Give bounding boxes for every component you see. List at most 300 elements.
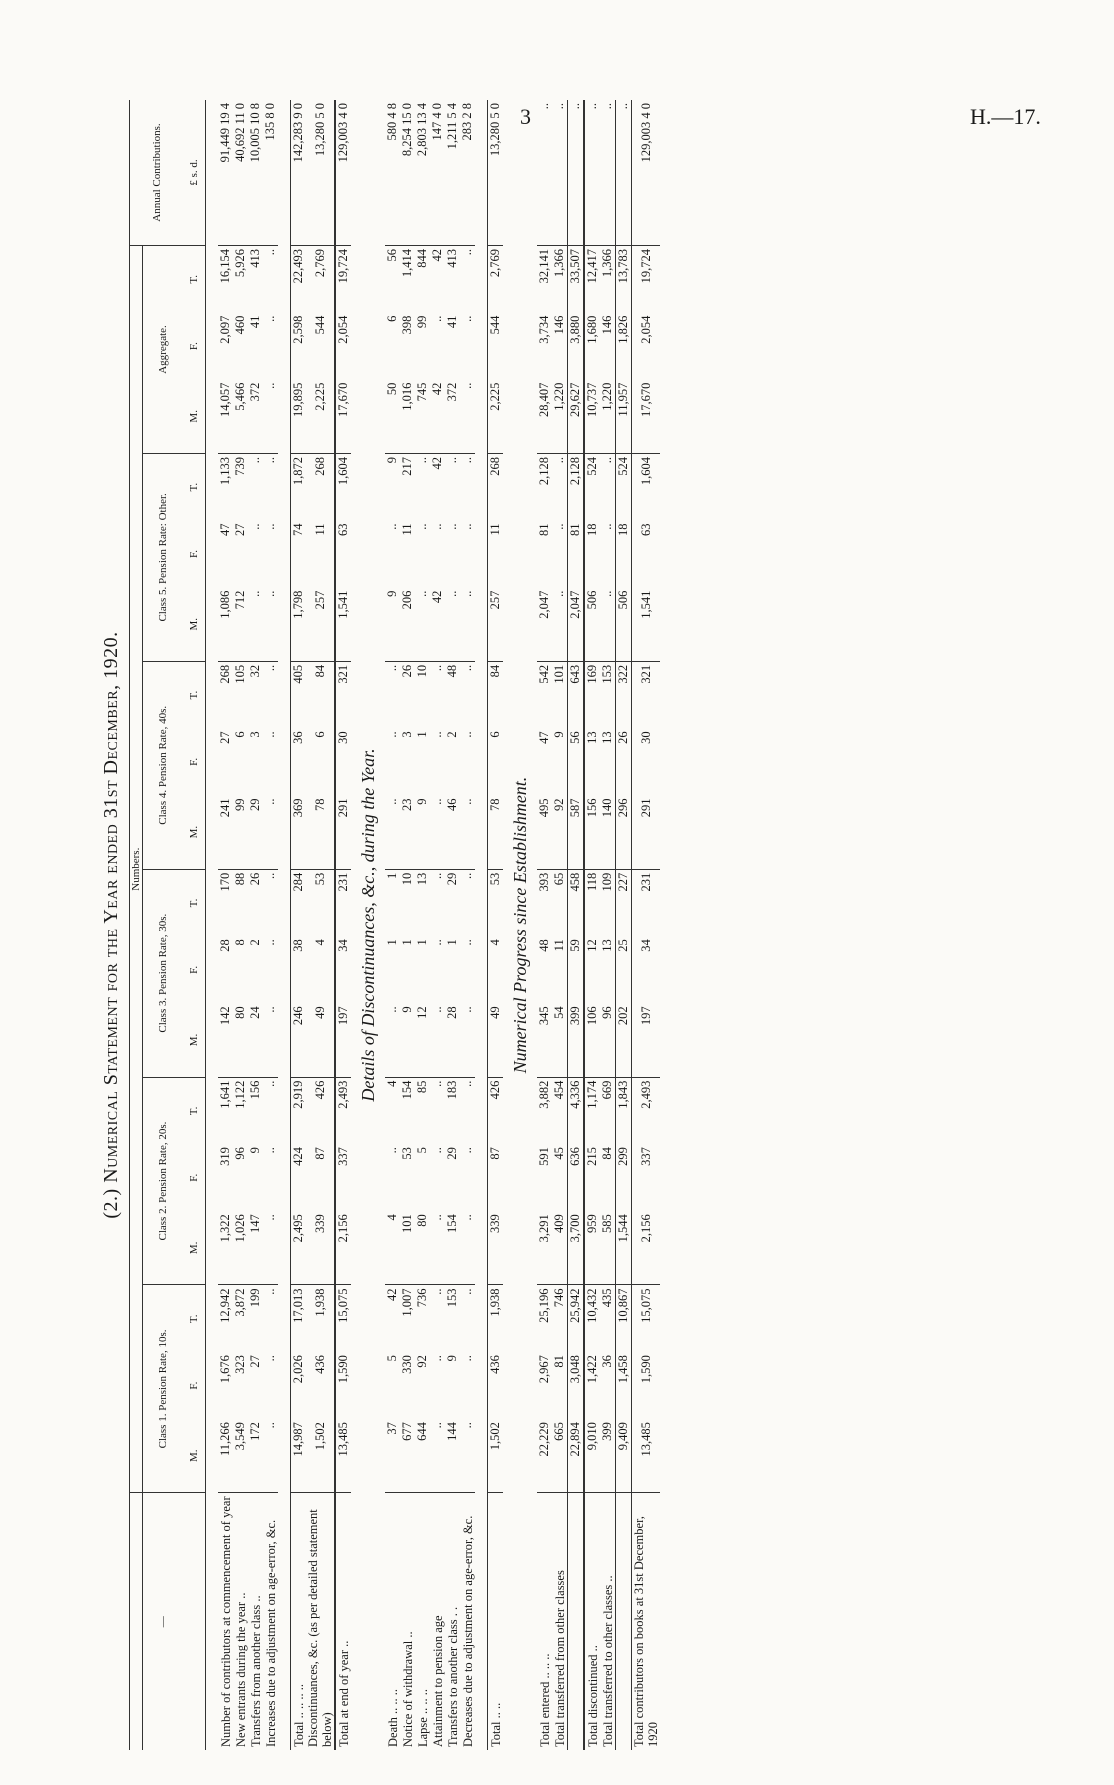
table-cell: 26 <box>616 731 630 744</box>
annual-contribution-cell: 91,449 19 4 <box>218 100 233 246</box>
table-cell: 13 <box>600 939 614 952</box>
table-cell: 424 <box>291 1147 305 1166</box>
table-cell: 3 <box>400 731 414 738</box>
table-cell: 458 <box>568 872 582 892</box>
annual-contribution-cell: 129,003 4 0 <box>335 100 351 246</box>
table-cell: .. <box>460 1003 475 1077</box>
row-label: Increases due to adjustment on age-error, &c. <box>263 1519 278 1747</box>
table-cell: 1,122 <box>233 1080 247 1109</box>
table-cell: .. <box>460 664 474 672</box>
table-cell: 669 <box>600 1080 614 1100</box>
sub-header: F. <box>183 521 206 588</box>
table-cell: 398 <box>400 315 414 335</box>
table-cell: 506 <box>584 588 600 662</box>
document-code: H.—17. <box>970 104 1041 129</box>
table-cell: 32,141 <box>537 249 551 284</box>
table-cell: 1,322 <box>218 1211 233 1285</box>
table-cell: 154 <box>400 1080 414 1100</box>
table-cell: .. <box>460 456 474 464</box>
table-cell: .. <box>430 315 444 322</box>
table-cell: 745 <box>415 380 430 454</box>
table-row <box>248 100 263 1750</box>
table-cell: 231 <box>638 872 653 892</box>
table-cell: .. <box>430 939 444 946</box>
table-cell: 1,641 <box>218 1080 232 1109</box>
table-cell: 369 <box>291 795 307 869</box>
table-cell: 2,495 <box>291 1211 307 1285</box>
table-cell: .. <box>430 664 444 672</box>
table-cell: 153 <box>600 664 614 684</box>
table-cell: 1,414 <box>400 249 414 278</box>
table-cell: 231 <box>336 872 350 892</box>
table-body <box>206 100 661 1750</box>
table-cell: 330 <box>400 1355 414 1374</box>
table-cell: 9 <box>385 588 400 662</box>
table-cell: .. <box>445 523 459 530</box>
table-cell: 495 <box>537 795 552 869</box>
table-cell: 3,549 <box>233 1419 248 1493</box>
table-cell: .. <box>263 795 278 869</box>
table-cell: 17,670 <box>335 380 351 454</box>
table-cell: .. <box>415 456 429 464</box>
table-cell: 372 <box>445 380 460 454</box>
table-cell: .. <box>263 664 277 672</box>
row-label: Transfers to another class . . <box>445 1606 460 1747</box>
annual-contribution-cell: .. <box>552 100 568 246</box>
annual-contribution-cell: 142,283 9 0 <box>291 100 307 246</box>
table-cell: 215 <box>585 1147 599 1166</box>
table-cell: .. <box>263 1003 278 1077</box>
table-cell: 19,895 <box>291 380 307 454</box>
table-cell: 146 <box>600 315 614 335</box>
table-cell: .. <box>460 1288 474 1295</box>
table-cell: .. <box>263 872 277 879</box>
blank-header <box>130 1493 143 1750</box>
table-cell: 11 <box>488 523 502 536</box>
table-cell: 2,919 <box>291 1080 305 1109</box>
table-cell: 426 <box>488 1080 502 1100</box>
blank-subheader <box>183 1493 206 1750</box>
sub-header: M. <box>183 1003 206 1077</box>
table-cell: .. <box>460 795 475 869</box>
table-cell: 2,225 <box>488 380 504 454</box>
table-cell: .. <box>385 664 399 672</box>
table-cell: 636 <box>568 1147 582 1166</box>
table-cell: 11 <box>312 523 327 536</box>
table-cell: 28,407 <box>537 380 552 454</box>
table-cell: .. <box>263 1419 278 1493</box>
table-cell: .. <box>460 315 474 322</box>
rotated-table-area <box>90 100 1010 1750</box>
section-title-row <box>503 100 537 1750</box>
table-cell: 10 <box>400 872 414 886</box>
row-label: Total .. .. .. .. <box>291 1683 306 1747</box>
row-label: Decreases due to adjustment on age-error, &c. <box>460 1515 475 1747</box>
table-cell: 14,987 <box>291 1419 307 1493</box>
annual-contribution-cell: .. <box>537 100 552 246</box>
table-cell: 48 <box>445 664 459 678</box>
table-cell: 6 <box>312 731 327 738</box>
row-label: Total contributors on books at 31st December, 1920 <box>632 1516 660 1747</box>
table-cell: 3,048 <box>568 1355 582 1384</box>
table-cell: 409 <box>552 1211 568 1285</box>
table-cell: 29 <box>445 1147 459 1160</box>
row-label: Attainment to pension age <box>430 1615 445 1747</box>
sub-header: F. <box>183 313 206 380</box>
table-cell: 1,604 <box>336 456 350 486</box>
table-row <box>415 100 430 1750</box>
statement-title: (2.) Numerical Statement for the Year ended 31st December, 1920. <box>100 631 122 1219</box>
table-cell: 5 <box>415 1147 429 1154</box>
table-cell: 36 <box>600 1355 614 1368</box>
table-cell: 319 <box>218 1147 232 1166</box>
table-cell: 9 <box>552 731 566 738</box>
table-cell: 17,670 <box>632 380 661 454</box>
table-cell: 435 <box>600 1288 614 1308</box>
row-label <box>568 1493 585 1750</box>
table-cell: 37 <box>385 1419 400 1493</box>
table-cell: .. <box>460 1355 474 1362</box>
table-cell: 1 <box>400 939 414 946</box>
table-cell: 42 <box>385 1288 399 1301</box>
table-cell: 1,366 <box>600 249 614 278</box>
table-cell: 13,783 <box>616 249 630 284</box>
table-cell: .. <box>460 380 475 454</box>
table-cell: 2,026 <box>291 1355 305 1384</box>
table-cell: 27 <box>218 731 232 744</box>
table-cell: 11,957 <box>616 380 632 454</box>
table-cell: 32 <box>248 664 262 678</box>
table-cell: 3,880 <box>568 315 582 344</box>
table-cell: 399 <box>568 1003 585 1077</box>
table-cell: 84 <box>488 664 502 678</box>
table-cell: 1,680 <box>585 315 599 344</box>
table-cell: 26 <box>248 872 262 886</box>
table-cell: 643 <box>568 664 582 684</box>
table-cell: 109 <box>600 872 614 892</box>
table-cell: 78 <box>306 795 335 869</box>
table-cell: 1,544 <box>616 1211 632 1285</box>
table-cell: 2,156 <box>632 1211 661 1285</box>
table-cell: 2,047 <box>568 588 585 662</box>
row-label: Total at end of year .. <box>336 1640 351 1747</box>
table-cell: 2,054 <box>336 315 350 344</box>
table-cell: 1,366 <box>552 249 566 278</box>
lsd-header: £ s. d. <box>183 100 206 246</box>
table-cell: .. <box>248 456 262 464</box>
row-label: Notice of withdrawal .. <box>400 1631 415 1747</box>
table-cell: .. <box>263 456 277 464</box>
annual-contribution-cell: 2,803 13 4 <box>415 100 430 246</box>
table-row <box>233 100 248 1750</box>
table-row <box>306 100 335 1750</box>
annual-contribution-cell: .. <box>600 100 616 246</box>
table-cell: 454 <box>552 1080 566 1100</box>
table-cell: .. <box>263 380 278 454</box>
table-cell: 65 <box>552 872 566 886</box>
annual-contribution-cell: 40,692 11 0 <box>233 100 248 246</box>
table-cell: 1,026 <box>233 1211 248 1285</box>
table-cell: 1,220 <box>552 380 568 454</box>
table-cell: 2 <box>445 731 459 738</box>
table-cell: 24 <box>248 1003 263 1077</box>
table-cell: 11 <box>400 523 414 536</box>
table-cell: 169 <box>585 664 599 684</box>
table-cell: 33,507 <box>568 249 582 284</box>
table-row <box>488 100 504 1750</box>
table-cell: 28 <box>218 939 232 952</box>
table-cell: 1,502 <box>306 1419 335 1493</box>
table-cell: 217 <box>400 456 414 476</box>
table-cell: 3,700 <box>568 1211 585 1285</box>
table-cell: 1 <box>385 872 399 879</box>
spacer-row <box>278 100 291 1750</box>
table-cell: 80 <box>415 1211 430 1285</box>
table-cell: .. <box>430 1288 444 1295</box>
table-cell: 11 <box>552 939 566 952</box>
table-cell: 2,769 <box>488 249 502 278</box>
dash-header: — <box>143 1493 184 1750</box>
table-cell: 29,627 <box>568 380 585 454</box>
spacer-row <box>475 100 488 1750</box>
table-cell: 16,154 <box>218 249 232 284</box>
table-cell: 63 <box>336 523 350 536</box>
table-cell: .. <box>460 1419 475 1493</box>
table-cell: 4 <box>312 939 327 946</box>
table-cell: 1,458 <box>616 1355 630 1384</box>
table-cell: 49 <box>488 1003 504 1077</box>
table-cell: 1 <box>415 731 429 738</box>
table-cell: 48 <box>537 939 551 952</box>
class-group-header: Class 3. Pension Rate, 30s. <box>143 869 184 1077</box>
table-cell: 3,882 <box>537 1080 551 1109</box>
table-cell: 42 <box>430 249 444 262</box>
table-cell: 393 <box>537 872 551 892</box>
table-cell: 84 <box>312 664 327 678</box>
sub-header: F. <box>183 1144 206 1211</box>
table-row <box>291 100 307 1750</box>
table-cell: 1,843 <box>616 1080 630 1109</box>
table-cell: 399 <box>600 1419 616 1493</box>
table-cell: .. <box>263 1147 277 1154</box>
row-label: Transfers from another class .. <box>248 1595 263 1747</box>
table-cell: .. <box>552 456 566 464</box>
table-cell: 99 <box>233 795 248 869</box>
table-cell: .. <box>430 1147 444 1154</box>
sub-header: M. <box>183 588 206 662</box>
table-cell: .. <box>430 1080 444 1087</box>
table-cell: 18 <box>585 523 599 536</box>
table-cell: 321 <box>638 664 653 684</box>
table-cell: 426 <box>312 1080 327 1100</box>
table-cell: .. <box>415 523 429 530</box>
table-cell: 156 <box>248 1080 262 1100</box>
table-cell: 1,422 <box>585 1355 599 1384</box>
table-cell: 299 <box>616 1147 630 1166</box>
table-cell: 12 <box>585 939 599 952</box>
table-cell: 5,466 <box>233 380 248 454</box>
table-cell: 142 <box>218 1003 233 1077</box>
table-cell: .. <box>385 731 399 738</box>
table-cell: 413 <box>248 249 262 268</box>
table-cell: 22,229 <box>537 1419 552 1493</box>
table-cell: 587 <box>568 795 585 869</box>
table-cell: 99 <box>415 315 429 329</box>
table-cell: 844 <box>415 249 429 268</box>
table-cell: 321 <box>336 664 350 684</box>
table-cell: 144 <box>445 1419 460 1493</box>
table-cell: 13,485 <box>632 1419 661 1493</box>
table-cell: 436 <box>488 1355 502 1374</box>
table-cell: 3,734 <box>537 315 551 344</box>
row-label: Number of contributors at commencement of year <box>218 1496 233 1747</box>
table-cell: 2,156 <box>335 1211 351 1285</box>
sub-header: T. <box>183 1077 206 1144</box>
table-cell: 92 <box>552 795 568 869</box>
table-row <box>460 100 475 1750</box>
table-cell: 4,336 <box>568 1080 582 1109</box>
table-cell: 2,128 <box>537 456 551 486</box>
table-cell: .. <box>263 939 277 946</box>
table-cell: 268 <box>488 456 502 476</box>
table-cell: 59 <box>568 939 582 952</box>
annual-contribution-cell: .. <box>584 100 600 246</box>
table-cell: 53 <box>312 872 327 886</box>
table-cell: 96 <box>600 1003 616 1077</box>
table-cell: 81 <box>552 1355 566 1368</box>
table-cell: 544 <box>312 315 327 335</box>
table-cell: 1,590 <box>638 1355 653 1384</box>
table-cell: .. <box>263 315 277 322</box>
table-cell: 14,057 <box>218 380 233 454</box>
table-cell: 322 <box>616 664 630 684</box>
table-cell: .. <box>430 795 445 869</box>
table-cell: 524 <box>616 456 630 476</box>
table-cell: 337 <box>638 1147 653 1166</box>
table-cell: .. <box>600 588 616 662</box>
table-cell: 13 <box>415 872 429 886</box>
row-label: Total discontinued .. <box>585 1645 600 1747</box>
table-cell: .. <box>385 1003 400 1077</box>
table-cell: 183 <box>445 1080 459 1100</box>
table-cell: 42 <box>430 456 444 470</box>
table-cell: .. <box>552 588 568 662</box>
table-cell: 544 <box>488 315 502 335</box>
table-cell: 524 <box>585 456 599 476</box>
table-cell: .. <box>385 1147 399 1154</box>
table-cell: 1,541 <box>632 588 661 662</box>
table-cell: 413 <box>445 249 459 268</box>
table-cell: 13 <box>585 731 599 744</box>
table-cell: 87 <box>312 1147 327 1160</box>
table-cell: 2 <box>248 939 262 946</box>
table-cell: 153 <box>445 1288 459 1308</box>
table-cell: 6 <box>233 731 247 738</box>
table-cell: 92 <box>415 1355 429 1368</box>
table-cell: 38 <box>291 939 305 952</box>
table-cell: 101 <box>400 1211 415 1285</box>
table-cell: 10,867 <box>616 1288 630 1323</box>
table-cell: 959 <box>584 1211 600 1285</box>
table-cell: .. <box>445 588 460 662</box>
numerical-statement-table <box>129 100 660 1750</box>
table-cell: 27 <box>233 523 247 536</box>
table-cell: 17,013 <box>291 1288 305 1323</box>
table-cell: .. <box>430 1355 444 1362</box>
table-cell: 3 <box>248 731 262 738</box>
table-cell: .. <box>263 1080 277 1087</box>
table-cell: 85 <box>415 1080 429 1094</box>
table-row <box>568 100 585 1750</box>
table-cell: 12,942 <box>218 1288 232 1323</box>
annual-contribution-cell: 580 4 8 <box>385 100 400 246</box>
table-cell: 29 <box>445 872 459 886</box>
table-cell: 47 <box>218 523 232 536</box>
table-cell: 1,798 <box>291 588 307 662</box>
section-title: Details of Discontinuances, &c., during the Year. <box>357 748 378 1102</box>
table-cell: .. <box>430 1419 445 1493</box>
table-row <box>632 100 661 1750</box>
numbers-header: Numbers. <box>130 246 143 1493</box>
table-cell: 23 <box>400 795 415 869</box>
table-row <box>616 100 632 1750</box>
table-cell: 372 <box>248 380 263 454</box>
table-cell: .. <box>263 588 278 662</box>
class-group-header: Class 2. Pension Rate, 20s. <box>143 1077 184 1285</box>
table-cell: .. <box>263 523 277 530</box>
table-row <box>584 100 600 1750</box>
table-cell: 206 <box>400 588 415 662</box>
table-cell: 1,133 <box>218 456 232 486</box>
table-row <box>430 100 445 1750</box>
table-cell: .. <box>430 1003 445 1077</box>
table-cell: 25,196 <box>537 1288 551 1323</box>
table-cell: 268 <box>312 456 327 476</box>
table-cell: 268 <box>218 664 232 684</box>
table-row <box>385 100 400 1750</box>
table-cell: 337 <box>336 1147 350 1166</box>
annual-contribution-cell: 135 8 0 <box>263 100 278 246</box>
table-cell: 29 <box>248 795 263 869</box>
table-cell: .. <box>263 249 277 256</box>
sub-header: M. <box>183 1419 206 1493</box>
row-label: Total entered .. .. .. <box>537 1653 552 1747</box>
row-label <box>616 1493 632 1750</box>
table-cell: 81 <box>568 523 582 536</box>
annual-contribution-cell: 10,005 10 8 <box>248 100 263 246</box>
table-cell: .. <box>460 588 475 662</box>
sub-header: M. <box>183 380 206 454</box>
table-cell: .. <box>430 872 444 879</box>
table-cell: 2,967 <box>537 1355 551 1384</box>
table-cell: .. <box>460 1147 474 1154</box>
table-cell: 241 <box>218 795 233 869</box>
table-cell: 49 <box>306 1003 335 1077</box>
table-cell: 4 <box>385 1080 399 1087</box>
table-cell: .. <box>600 456 614 464</box>
table-cell: 34 <box>336 939 350 952</box>
section-title: Numerical Progress since Establishment. <box>509 776 530 1074</box>
section-title-row <box>351 100 385 1750</box>
table-cell: .. <box>263 1288 277 1295</box>
table-cell: 30 <box>336 731 350 744</box>
table-cell: 4 <box>488 939 502 946</box>
sub-header: M. <box>183 1211 206 1285</box>
table-cell: 25 <box>616 939 630 952</box>
table-cell: 30 <box>638 731 653 744</box>
table-cell: 739 <box>233 456 247 476</box>
annual-contribution-cell: 13,280 5 0 <box>488 100 504 246</box>
